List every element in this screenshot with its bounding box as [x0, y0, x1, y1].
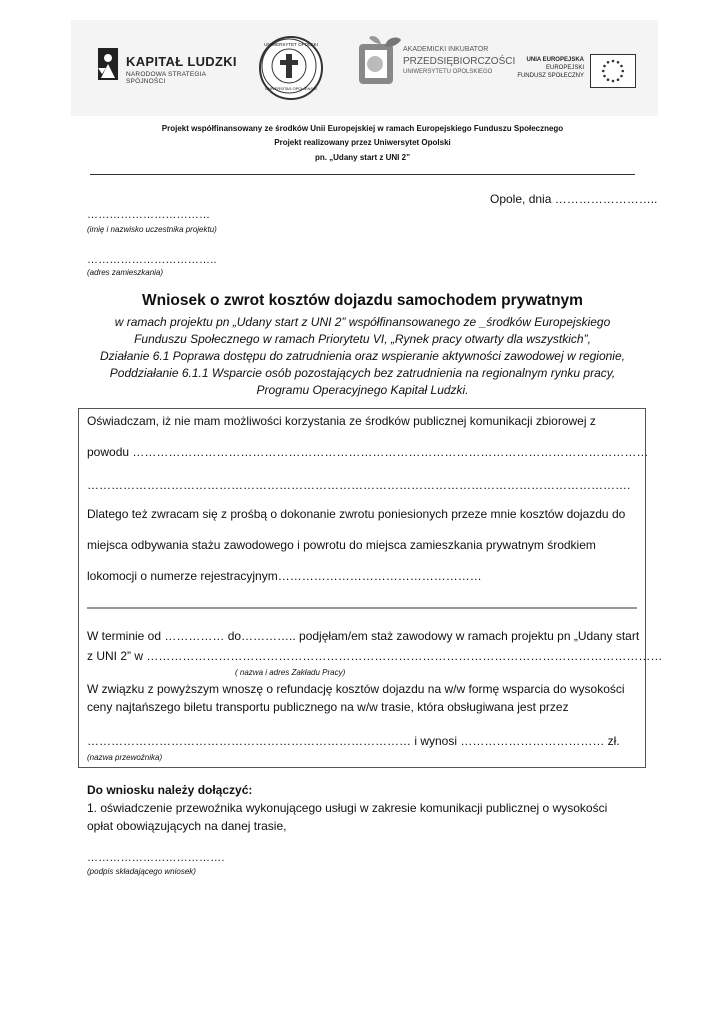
workplace-caption: ( nazwa i adres Zakładu Pracy): [235, 668, 346, 677]
seal-top-text: UNIWERSYTET OPOLSKI: [264, 42, 318, 47]
kapital-ludzki-subtitle: NARODOWA STRATEGIA SPÓJNOŚCI: [126, 71, 206, 85]
box-line-4: Dlatego też zwracam się z prośbą o dokonanie zwrotu poniesionych przeze mnie kosztów dojazdu do: [87, 507, 626, 521]
box-line-7: W terminie od …………… do………….. podjęłam/em staż zawodowy w ramach projektu pn „Udany start: [87, 629, 640, 643]
name-caption: (imię i nazwisko uczestnika projektu): [87, 225, 217, 234]
document-title: Wniosek o zwrot kosztów dojazdu samochodem prywatnym: [142, 292, 583, 309]
aip-line3: UNIWERSYTETU OPOLSKIEGO: [403, 69, 493, 75]
attachments-heading: Do wniosku należy dołączyć:: [87, 783, 253, 797]
kapital-ludzki-emblem-icon: [96, 44, 122, 84]
box-line-2: powodu …………………………………………………………………………………………………………………: [87, 445, 649, 459]
subtitle-line-3: Działanie 6.1 Poprawa dostępu do zatrudnienia oraz wspieranie aktywności zawodowej w regionie,: [100, 349, 625, 363]
attachment-item-1-line-1: 1. oświadczenie przewoźnika wykonującego usługi w zakresie komunikacji publicznej o wysokości: [87, 801, 608, 815]
eu-line1: UNIA EUROPEJSKA: [526, 57, 584, 63]
box-line-11: ……………………………………………………………………… i wynosi ……………………………… zł.: [87, 734, 620, 748]
box-line-9: W związku z powyższym wnoszę o refundację kosztów dojazdu na w/w formę wsparcia do wysokości: [87, 682, 625, 696]
aip-line1: AKADEMICKI INKUBATOR: [403, 46, 489, 53]
signature-dots: ……………………………….: [87, 852, 225, 864]
carrier-caption: (nazwa przewoźnika): [87, 753, 163, 762]
subtitle-line-1: w ramach projektu pn „Udany start z UNI 2” współfinansowanego ze _środków Europejskiego: [114, 315, 611, 329]
eu-line2: EUROPEJSKI: [545, 65, 584, 71]
eu-logo: [510, 56, 650, 90]
box-line-8: z UNI 2” w …………………………………………………………………………………………………………………: [87, 649, 663, 663]
subtitle-line-5: Programu Operacyjnego Kapitał Ludzki.: [256, 383, 469, 397]
eu-flag-icon: [590, 54, 636, 88]
kapital-ludzki-logo: [96, 44, 246, 86]
aip-leaf-icon: [357, 34, 403, 88]
attachment-item-1-line-2: opłat obowiązujących na danej trasie,: [87, 819, 287, 833]
university-seal-logo: [259, 36, 323, 100]
box-line-1: Oświadczam, iż nie mam możliwości korzystania ze środków publicznej komunikacji zbiorowej z: [87, 414, 596, 428]
declaration-box: [78, 408, 649, 768]
document-subtitle: [90, 314, 635, 399]
address-dots: ……………………………..: [87, 254, 217, 266]
name-dots: ……………………………: [87, 209, 211, 221]
address-caption: (adres zamieszkania): [87, 268, 164, 277]
box-line-10: ceny najtańszego biletu transportu publicznego na w/w trasie, która obsługiwana jest przez: [87, 700, 569, 714]
project-line-3: pn. „Udany start z UNI 2”: [314, 153, 411, 162]
project-line-1: Projekt współfinansowany ze środków Unii Europejskiej w ramach Europejskiego Funduszu Społecznego: [161, 124, 564, 133]
aip-logo: [357, 34, 516, 90]
project-line-2: Projekt realizowany przez Uniwersytet Opolski: [274, 138, 451, 147]
seal-bottom-text: UNIVERSITAS OPOLIENSIS: [265, 86, 317, 91]
kapital-ludzki-title: KAPITAŁ LUDZKI: [126, 54, 237, 69]
box-line-6: lokomocji o numerze rejestracyjnym……………………………………………: [87, 569, 482, 583]
signature-caption: (podpis składającego wniosek): [87, 867, 196, 876]
header-divider: [90, 174, 635, 175]
eu-line3: FUNDUSZ SPOŁECZNY: [517, 73, 584, 79]
subtitle-line-4: Poddziałanie 6.1.1 Wsparcie osób pozostających bez zatrudnienia na regionalnym rynku pracy,: [109, 366, 616, 380]
box-line-5: miejsca odbywania stażu zawodowego i powrotu do miejsca zamieszkania prywatnym środkiem: [87, 538, 596, 552]
box-divider: [87, 607, 637, 609]
subtitle-line-2: Funduszu Społecznego w ramach Priorytetu VI, „Rynek pracy otwarty dla wszystkich”,: [134, 332, 591, 346]
place-date: Opole, dnia ……………………..: [490, 192, 658, 206]
aip-line2: PRZEDSIĘBIORCZOŚCI: [403, 56, 516, 67]
box-line-3: ……………………………………………………………………………………………………………………….: [87, 478, 631, 492]
